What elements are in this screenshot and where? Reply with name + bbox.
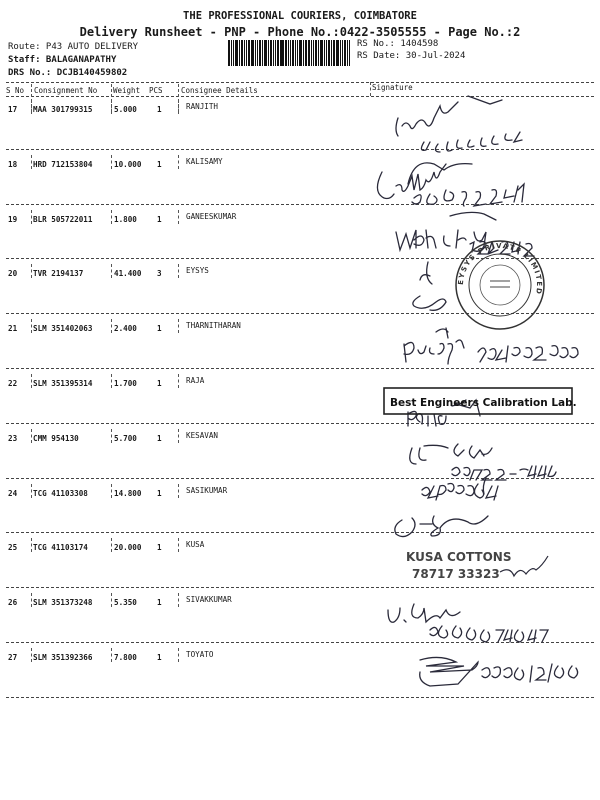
row-weight: 20.000: [114, 543, 142, 553]
row-consignee: RANJITH: [186, 102, 219, 111]
row-consignee: KUSA: [186, 540, 205, 550]
row-consignee: GANEESKUMAR: [186, 211, 237, 221]
row-consignee: KALISAMY: [186, 156, 223, 166]
col-header-weight: Weight: [113, 86, 141, 95]
col-header-consignment: Consignment No: [34, 86, 98, 95]
row-pcs: 1: [157, 105, 162, 114]
col-header-sno: S No: [6, 86, 25, 95]
col-header-signature: Signature: [372, 83, 413, 92]
route-label: Route: P43 AUTO DELIVERY: [8, 42, 139, 52]
signature-row-27: [420, 657, 578, 686]
col-header-pcs: PCS: [149, 86, 163, 95]
rs-date: RS Date: 30-Jul-2024: [357, 51, 466, 61]
row-consignee: RAJA: [186, 376, 205, 385]
row-consignee: KESAVAN: [186, 430, 219, 440]
signature-row-26: [388, 604, 548, 642]
row-pcs: 1: [157, 324, 162, 334]
row-weight: 1.800: [114, 214, 137, 224]
signature-row-24: [395, 478, 498, 537]
row-consignment-no: MAA 301799315: [33, 105, 93, 114]
col-header-consignee: Consignee Details: [181, 86, 258, 95]
row-pcs: 1: [157, 543, 162, 553]
row-weight: 1.700: [114, 379, 137, 388]
company-stamp-row-20: [456, 241, 544, 329]
row-sno: 23: [8, 433, 18, 443]
row-consignee: TOYATO: [186, 650, 214, 659]
kusa-stamp-phone: 78717 33323: [412, 567, 500, 581]
row-pcs: 1: [157, 653, 162, 662]
signature-row-18: [377, 163, 524, 206]
row-weight: 10.000: [114, 159, 142, 169]
row-sno: 25: [8, 543, 18, 553]
row-sno: 22: [8, 379, 18, 388]
row-consignee: SIVAKKUMAR: [186, 595, 232, 605]
runsheet-subtitle: Delivery Runsheet - PNP - Phone No.:0422-3505555 - Page No.:2: [79, 25, 521, 39]
row-consignment-no: BLR 505722011: [33, 214, 93, 224]
row-consignment-no: HRD 712153804: [33, 159, 93, 169]
svg-text:EYSYS PRIVATE LIMITED: EYSYS PRIVATE LIMITED: [456, 241, 544, 296]
signature-row-20: [413, 262, 446, 310]
row-consignment-no: SLM 351392366: [33, 653, 93, 662]
company-stamp-row-22: [384, 388, 577, 414]
row-pcs: 1: [157, 214, 162, 224]
row-sno: 21: [8, 324, 18, 334]
row-sno: 26: [8, 598, 18, 608]
row-consignment-no: CMM 954130: [33, 433, 79, 443]
row-sno: 19: [8, 214, 18, 224]
row-sno: 27: [8, 653, 18, 662]
row-consignment-no: TVR 2194137: [33, 269, 84, 279]
row-weight: 5.700: [114, 433, 137, 443]
drs-number: DRS No.: DCJB140459802: [8, 68, 128, 78]
signature-row-17: [396, 96, 522, 152]
row-sno: 24: [8, 488, 18, 498]
row-pcs: 1: [157, 598, 162, 608]
kusa-stamp-name: KUSA COTTONS: [406, 550, 512, 564]
row-sno: 17: [8, 105, 18, 114]
row-pcs: 3: [157, 269, 162, 279]
row-pcs: 1: [157, 433, 162, 443]
row-weight: 41.400: [114, 269, 142, 279]
row-weight: 2.400: [114, 324, 137, 334]
row-pcs: 1: [157, 379, 162, 388]
row-weight: 5.350: [114, 598, 137, 608]
row-consignment-no: SLM 351395314: [33, 379, 93, 388]
row-consignee: THARNITHARAN: [186, 321, 241, 331]
row-consignment-no: SLM 351373248: [33, 598, 93, 608]
rs-number: RS No.: 1404598: [357, 39, 439, 49]
company-title: THE PROFESSIONAL COURIERS, COIMBATORE: [183, 10, 417, 22]
staff-label: Staff: BALAGANAPATHY: [8, 55, 117, 65]
row-consignment-no: TCG 41103308: [33, 488, 88, 498]
row-weight: 14.800: [114, 488, 142, 498]
row-consignee: SASIKUMAR: [186, 485, 228, 495]
row-pcs: 1: [157, 488, 162, 498]
row-weight: 5.000: [114, 105, 137, 114]
signature-row-23: [410, 444, 556, 480]
signature-row-21: [404, 328, 578, 364]
row-weight: 7.800: [114, 653, 137, 662]
row-pcs: 1: [157, 159, 162, 169]
row-sno: 20: [8, 269, 18, 279]
row-consignment-no: SLM 351402063: [33, 324, 93, 334]
row-consignment-no: TCG 41103174: [33, 543, 88, 553]
company-stamp-row-25: [406, 550, 548, 581]
row-consignee: EYSYS: [186, 266, 209, 276]
svg-text:Best Engineers Calibration Lab: Best Engineers Calibration Lab.: [390, 397, 577, 409]
row-sno: 18: [8, 159, 18, 169]
